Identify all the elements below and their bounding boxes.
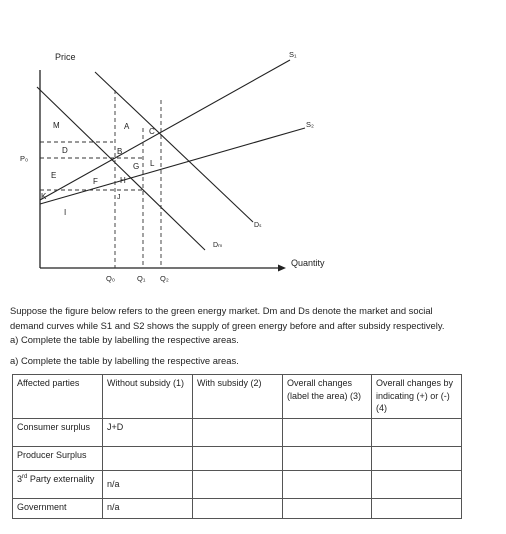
cell-consumer-sign[interactable] — [372, 419, 462, 447]
s2-label: S₂ — [306, 120, 314, 129]
areas-table — [12, 374, 462, 519]
area-label-i: I — [64, 208, 67, 217]
cell-producer-overall[interactable] — [283, 447, 372, 471]
row-label-producer-surplus: Producer Surplus — [13, 447, 103, 471]
table-row — [13, 471, 462, 499]
table-row — [13, 447, 462, 471]
s2-curve — [40, 128, 305, 204]
area-label-h: H — [120, 176, 126, 185]
cell-third-sign[interactable] — [372, 471, 462, 499]
cell-consumer-overall[interactable] — [283, 419, 372, 447]
area-label-l: L — [150, 159, 155, 168]
cell-government-with[interactable] — [193, 499, 283, 519]
header-with-subsidy: With subsidy (2) — [193, 375, 283, 419]
cell-producer-sign[interactable] — [372, 447, 462, 471]
header-affected-parties: Affected parties — [13, 375, 103, 419]
x-axis-label: Quantity — [291, 258, 325, 268]
x-axis-arrow — [278, 265, 286, 272]
quantity-label-q0: Q₀ — [106, 274, 115, 283]
instruction-text: a) Complete the table by labelling the respective areas. — [10, 355, 239, 366]
table-row — [13, 499, 462, 519]
cell-third-with[interactable] — [193, 471, 283, 499]
area-label-d: D — [62, 146, 68, 155]
cell-third-without: n/a — [103, 471, 193, 499]
s1-curve — [40, 60, 290, 200]
third-party-ordinal: 3 — [17, 474, 23, 484]
table-row — [13, 419, 462, 447]
s1-label: S₁ — [289, 50, 297, 59]
table-header-row — [13, 375, 462, 419]
price-label-p0: P₀ — [20, 154, 29, 163]
dm-curve — [37, 87, 205, 250]
cell-consumer-without: J+D — [103, 419, 193, 447]
area-label-k: K — [41, 192, 47, 201]
area-label-a: A — [124, 122, 130, 131]
header-overall-changes-area: Overall changes (label the area) (3) — [283, 375, 372, 419]
cell-government-without: n/a — [103, 499, 193, 519]
area-label-m: M — [53, 121, 60, 130]
area-label-b: B — [117, 147, 123, 156]
row-label-third-party — [13, 471, 103, 499]
cell-government-overall[interactable] — [283, 499, 372, 519]
header-without-subsidy: Without subsidy (1) — [103, 375, 193, 419]
area-label-f: F — [93, 177, 98, 186]
y-axis-label: Price — [55, 52, 76, 62]
area-label-j: J — [117, 194, 121, 201]
cell-consumer-with[interactable] — [193, 419, 283, 447]
area-label-c: C — [149, 127, 155, 136]
header-overall-changes-sign: Overall changes by indicating (+) or (-) (4) — [372, 375, 462, 419]
area-label-g: G — [133, 162, 140, 171]
ds-label: Dₛ — [254, 222, 262, 229]
cell-producer-without[interactable] — [103, 447, 193, 471]
cell-third-overall[interactable] — [283, 471, 372, 499]
dm-label: Dₘ — [213, 242, 223, 249]
question-paragraph: Suppose the figure below refers to the green energy market. Dm and Ds denote the market and social demand curves while S1 and S2 shows the supply of green energy before and after subsidy respectively. a) Complete the table by labelling the respective areas. — [10, 305, 445, 345]
quantity-label-q1: Q₁ — [137, 274, 146, 283]
quantity-label-q2: Q₂ — [160, 274, 169, 283]
third-party-suffix: rd — [22, 474, 28, 480]
area-label-e: E — [51, 171, 57, 180]
row-label-government: Government — [13, 499, 103, 519]
third-party-rest: Party externality — [27, 474, 95, 484]
cell-producer-with[interactable] — [193, 447, 283, 471]
row-label-consumer-surplus: Consumer surplus — [13, 419, 103, 447]
cell-government-sign[interactable] — [372, 499, 462, 519]
